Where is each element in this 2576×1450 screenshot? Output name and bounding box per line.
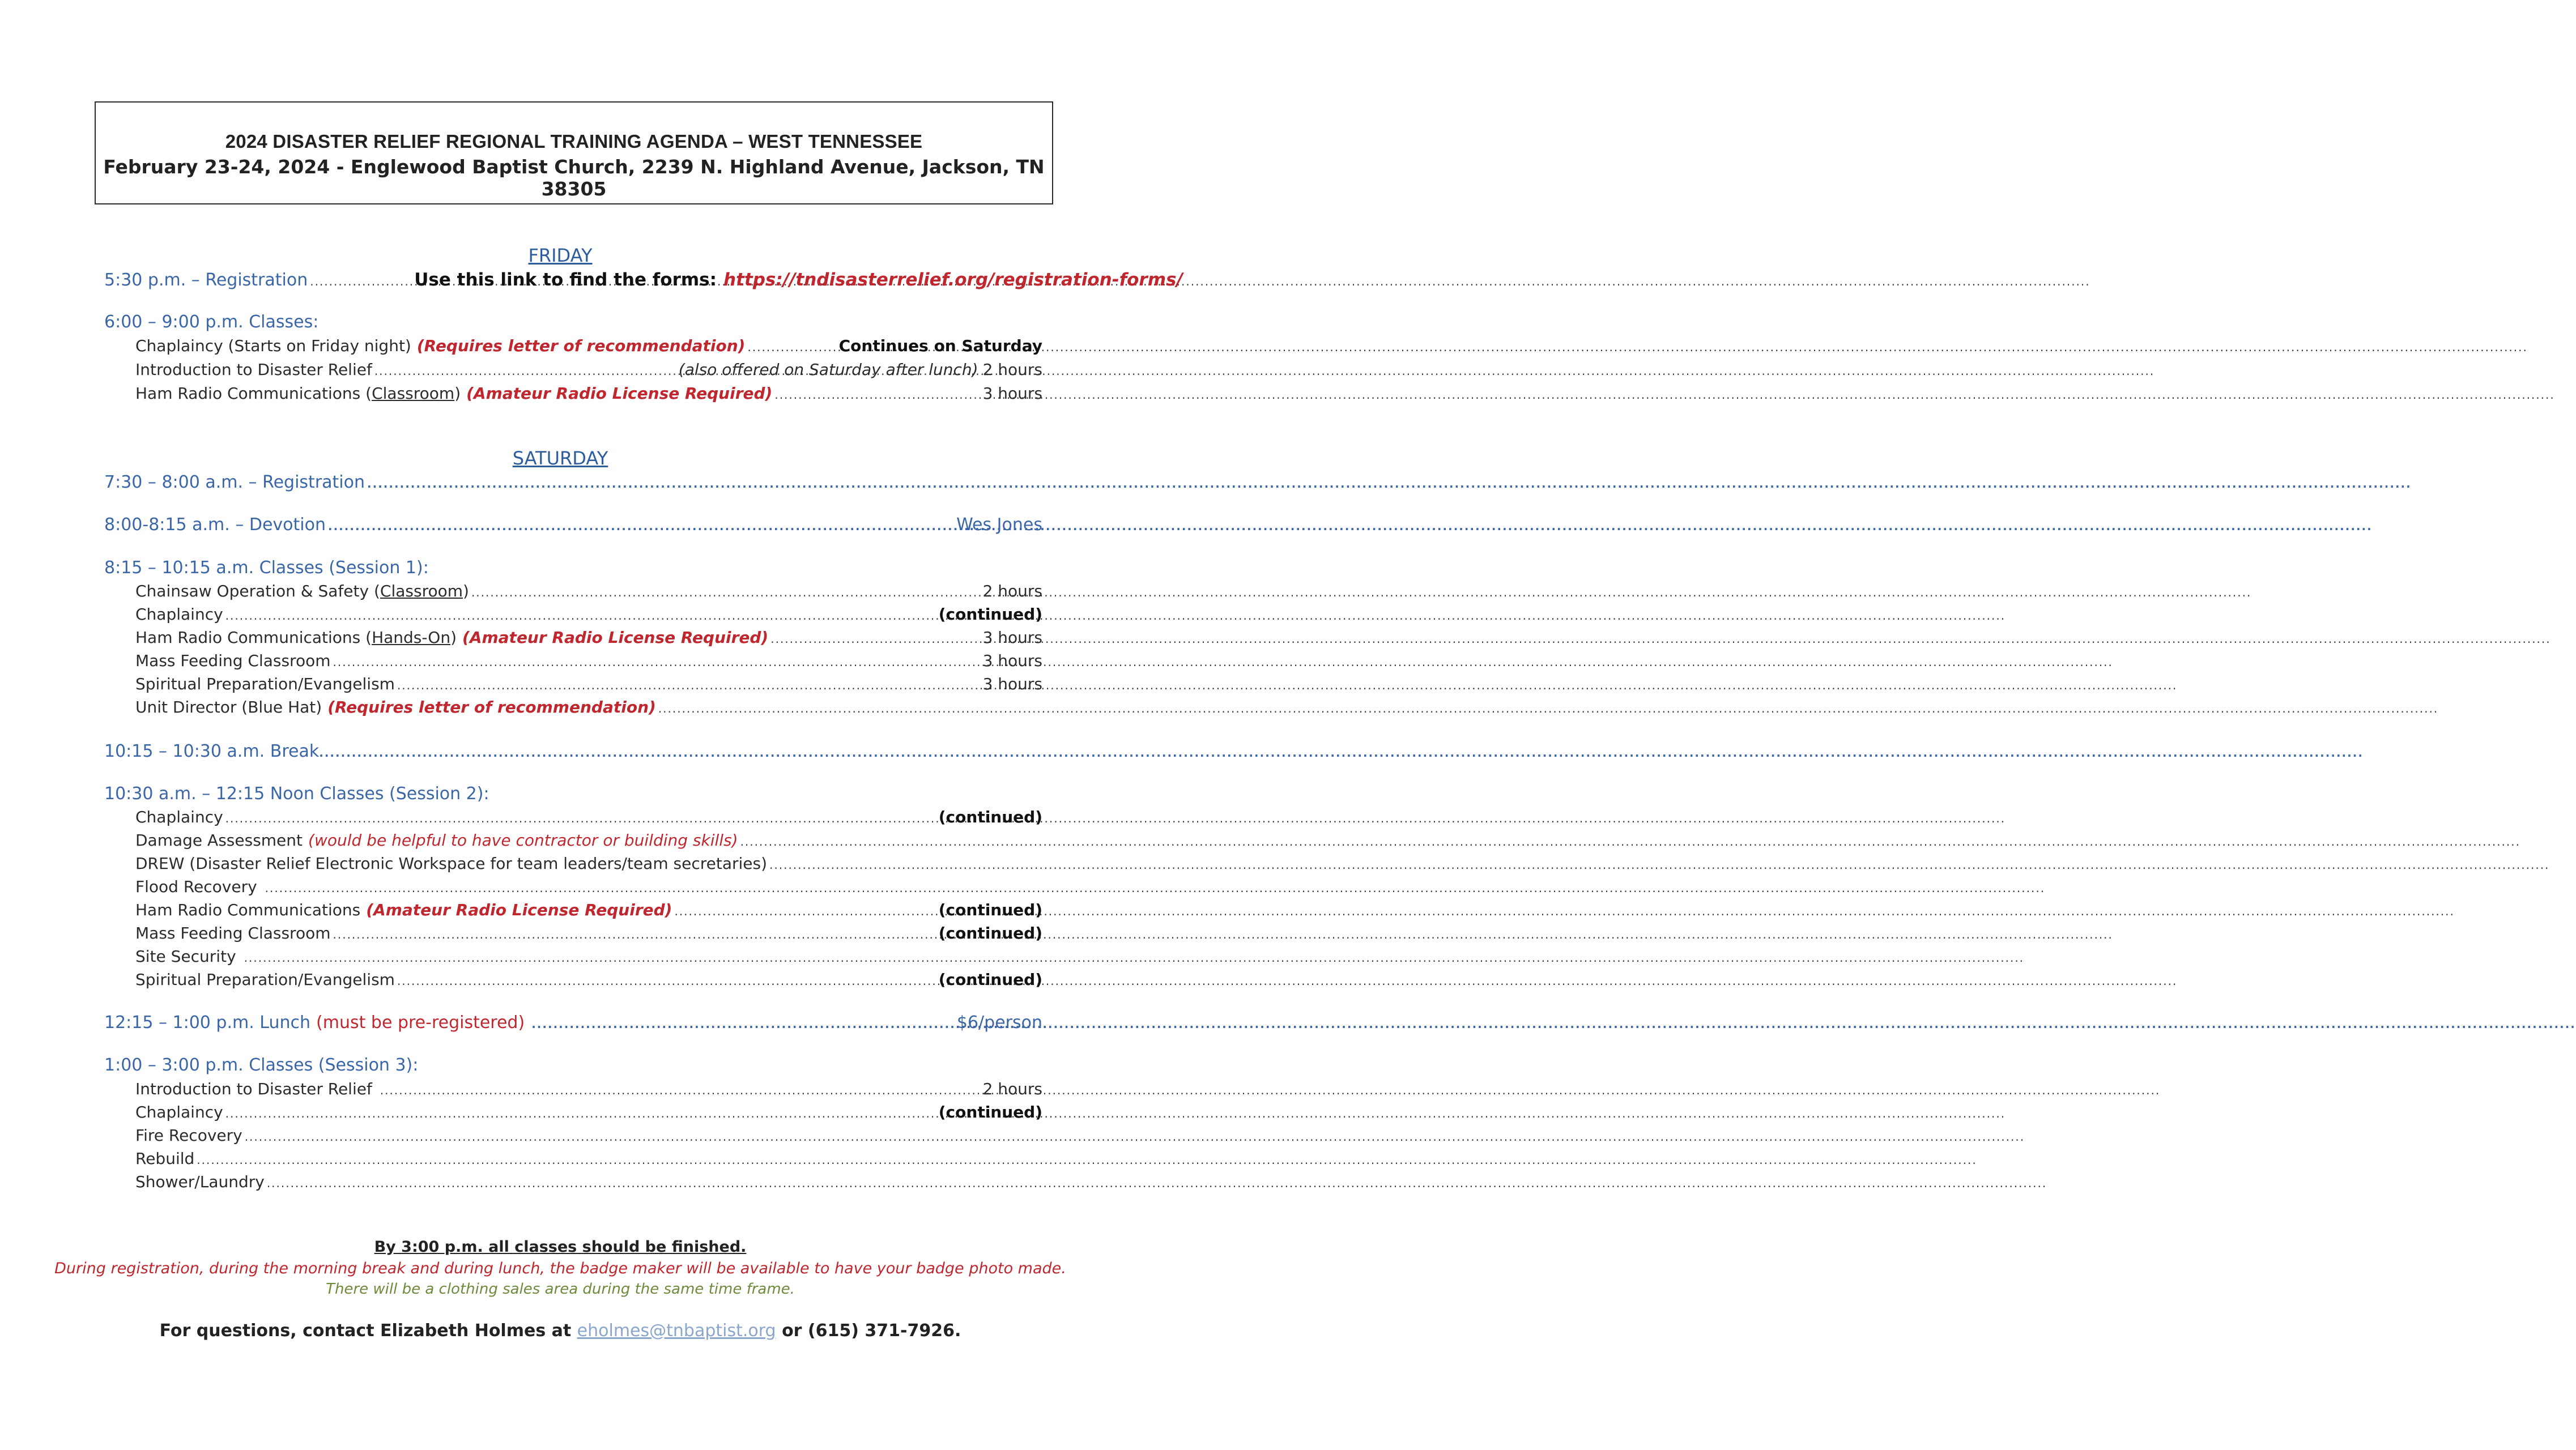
class-name: Mass Feeding Classroom — [135, 924, 331, 942]
contact-line — [0, 1321, 1121, 1341]
saturday-registration-row — [104, 472, 1042, 495]
class-duration: 3 hours — [982, 384, 1042, 403]
leader-dots — [674, 905, 936, 918]
friday-heading: FRIDAY — [528, 245, 593, 266]
leader-dots — [770, 632, 980, 646]
class-row — [135, 947, 1042, 970]
class-name: Ham Radio Communications — [135, 901, 361, 919]
class-duration: (continued) — [938, 901, 1042, 919]
session1-label: 8:15 – 10:15 a.m. Classes (Session 1): — [104, 558, 429, 578]
leader-dots — [319, 746, 1040, 760]
class-duration: (continued) — [938, 970, 1042, 989]
class-name: Mass Feeding Classroom — [135, 651, 331, 670]
friday-registration-row — [104, 270, 1183, 292]
class-duration: (continued) — [938, 605, 1042, 624]
lunch-note: (must be pre-registered) — [316, 1013, 525, 1033]
class-note: (Amateur Radio License Required) — [462, 628, 769, 647]
class-name: Chaplaincy — [135, 808, 223, 826]
class-row — [135, 1080, 1042, 1102]
leader-dots — [658, 702, 1040, 715]
contact-email-link[interactable]: eholmes@tnbaptist.org — [577, 1321, 776, 1341]
class-row — [135, 970, 1042, 993]
leader-dots — [245, 1130, 1040, 1144]
class-duration: 3 hours — [982, 651, 1042, 670]
class-name: Ham Radio Communications (Hands-On) — [135, 628, 457, 647]
class-name: Ham Radio Communications (Classroom) — [135, 384, 461, 403]
class-note: (Amateur Radio License Required) — [466, 384, 773, 403]
class-duration: 2 hours — [982, 360, 1042, 379]
leader-dots — [225, 609, 936, 622]
leader-dots — [397, 679, 981, 692]
class-duration: (continued) — [938, 1103, 1042, 1121]
leader-dots — [267, 1176, 1040, 1190]
saturday-heading: SATURDAY — [512, 447, 608, 469]
leader-dots — [769, 858, 1040, 872]
class-row — [135, 675, 1042, 697]
class-name: Site Security — [135, 947, 236, 966]
agenda-page — [0, 0, 1183, 1450]
class-row — [135, 628, 1042, 651]
class-row — [135, 698, 1042, 720]
break-row — [104, 741, 1042, 764]
class-duration: 2 hours — [982, 582, 1042, 600]
lunch-price: $6/person — [956, 1013, 1042, 1033]
class-name: Rebuild — [135, 1149, 195, 1168]
leader-dots — [740, 835, 1040, 848]
registration-forms-link[interactable]: https://tndisasterrelief.org/registration-forms/ — [723, 270, 1183, 290]
session2-label: 10:30 a.m. – 12:15 Noon Classes (Session 2): — [104, 784, 489, 804]
leader-dots — [197, 1153, 1040, 1167]
class-note: (Requires letter of recommendation) — [327, 698, 656, 717]
class-duration: 3 hours — [982, 628, 1042, 647]
title-box — [95, 101, 1053, 204]
class-row — [135, 831, 1042, 854]
class-row — [135, 360, 1042, 383]
leader-dots — [265, 881, 1040, 895]
contact-text: For questions, contact Elizabeth Holmes at — [159, 1321, 572, 1341]
leader-dots — [774, 388, 980, 402]
session3-label: 1:00 – 3:00 p.m. Classes (Session 3): — [104, 1055, 419, 1075]
leader-dots — [531, 1017, 955, 1031]
class-name: Introduction to Disaster Relief — [135, 1080, 372, 1098]
class-name: Spiritual Preparation/Evangelism — [135, 675, 395, 693]
class-row — [135, 384, 1042, 407]
forms-link-text: Use this link to find the forms: — [414, 270, 717, 290]
class-name: Introduction to Disaster Relief — [135, 360, 372, 379]
leader-dots — [333, 928, 936, 941]
class-note: (would be helpful to have contractor or building skills) — [308, 831, 738, 850]
class-row — [135, 854, 1042, 877]
class-name: Chaplaincy — [135, 1103, 223, 1121]
class-name: Chainsaw Operation & Safety (Classroom) — [135, 582, 469, 600]
event-date-location: February 23-24, 2024 - Englewood Baptist Church, 2239 N. Highland Avenue, Jackson, TN 38305 — [103, 156, 1045, 200]
class-note: (Amateur Radio License Required) — [366, 901, 672, 919]
class-row — [135, 605, 1042, 628]
leader-dots — [310, 275, 412, 288]
leader-dots — [328, 519, 954, 533]
saturday-registration-label: 7:30 – 8:00 a.m. – Registration — [104, 472, 365, 492]
class-name: Chaplaincy (Starts on Friday night) — [135, 336, 411, 355]
devotion-label: 8:00-8:15 a.m. – Devotion — [104, 515, 326, 535]
lunch-row — [104, 1013, 1042, 1035]
class-name: Chaplaincy — [135, 605, 223, 624]
class-row — [135, 651, 1042, 674]
class-duration: 2 hours — [982, 1080, 1042, 1098]
class-row — [135, 808, 1042, 830]
leader-dots — [333, 655, 981, 669]
finish-notice: By 3:00 p.m. all classes should be finished. — [374, 1238, 747, 1256]
friday-classes-label: 6:00 – 9:00 p.m. Classes: — [104, 312, 319, 332]
agenda-title: 2024 DISASTER RELIEF REGIONAL TRAINING AGENDA – WEST TENNESSEE — [225, 131, 923, 152]
class-name: Shower/Laundry — [135, 1172, 265, 1191]
class-row — [135, 1103, 1042, 1125]
class-name: Unit Director (Blue Hat) — [135, 698, 322, 717]
badge-notice: During registration, during the morning break and during lunch, the badge maker will be available to have your badge photo made. — [54, 1260, 1066, 1277]
class-duration: Continues on Saturday — [838, 336, 1042, 355]
class-row — [135, 924, 1042, 946]
class-name: Damage Assessment — [135, 831, 303, 850]
class-row — [135, 877, 1042, 900]
clothing-notice: There will be a clothing sales area during the same time frame. — [326, 1281, 795, 1298]
class-name: Flood Recovery — [135, 877, 257, 896]
leader-dots — [374, 364, 676, 378]
class-row — [135, 1126, 1042, 1149]
leader-dots — [225, 1107, 936, 1120]
class-duration: (continued) — [938, 808, 1042, 826]
class-row — [135, 582, 1042, 604]
devotion-row — [104, 515, 1042, 538]
leader-dots — [244, 951, 1040, 965]
break-label: 10:15 – 10:30 a.m. Break — [104, 741, 320, 761]
class-name: DREW (Disaster Relief Electronic Workspace for team leaders/team secretaries) — [135, 854, 768, 873]
leader-dots — [225, 812, 936, 825]
lunch-label: 12:15 – 1:00 p.m. Lunch — [104, 1013, 311, 1033]
class-name: Fire Recovery — [135, 1126, 242, 1145]
contact-phone: or (615) 371-7926. — [782, 1321, 961, 1341]
devotion-leader: Wes Jones — [956, 515, 1042, 535]
leader-dots — [397, 974, 936, 988]
class-duration: (continued) — [938, 924, 1042, 942]
class-row — [135, 1172, 1042, 1195]
class-row — [135, 901, 1042, 923]
class-name: Spiritual Preparation/Evangelism — [135, 970, 395, 989]
leader-dots — [367, 477, 1040, 491]
class-row — [135, 1149, 1042, 1172]
class-duration: 3 hours — [982, 675, 1042, 693]
leader-dots — [747, 340, 836, 354]
leader-dots — [380, 1084, 981, 1097]
leader-dots — [471, 586, 981, 599]
class-note: (Requires letter of recommendation) — [416, 336, 746, 355]
class-note: (also offered on Saturday after lunch) — [678, 360, 978, 379]
friday-registration-label: 5:30 p.m. – Registration — [104, 270, 308, 290]
class-row — [135, 336, 1042, 359]
